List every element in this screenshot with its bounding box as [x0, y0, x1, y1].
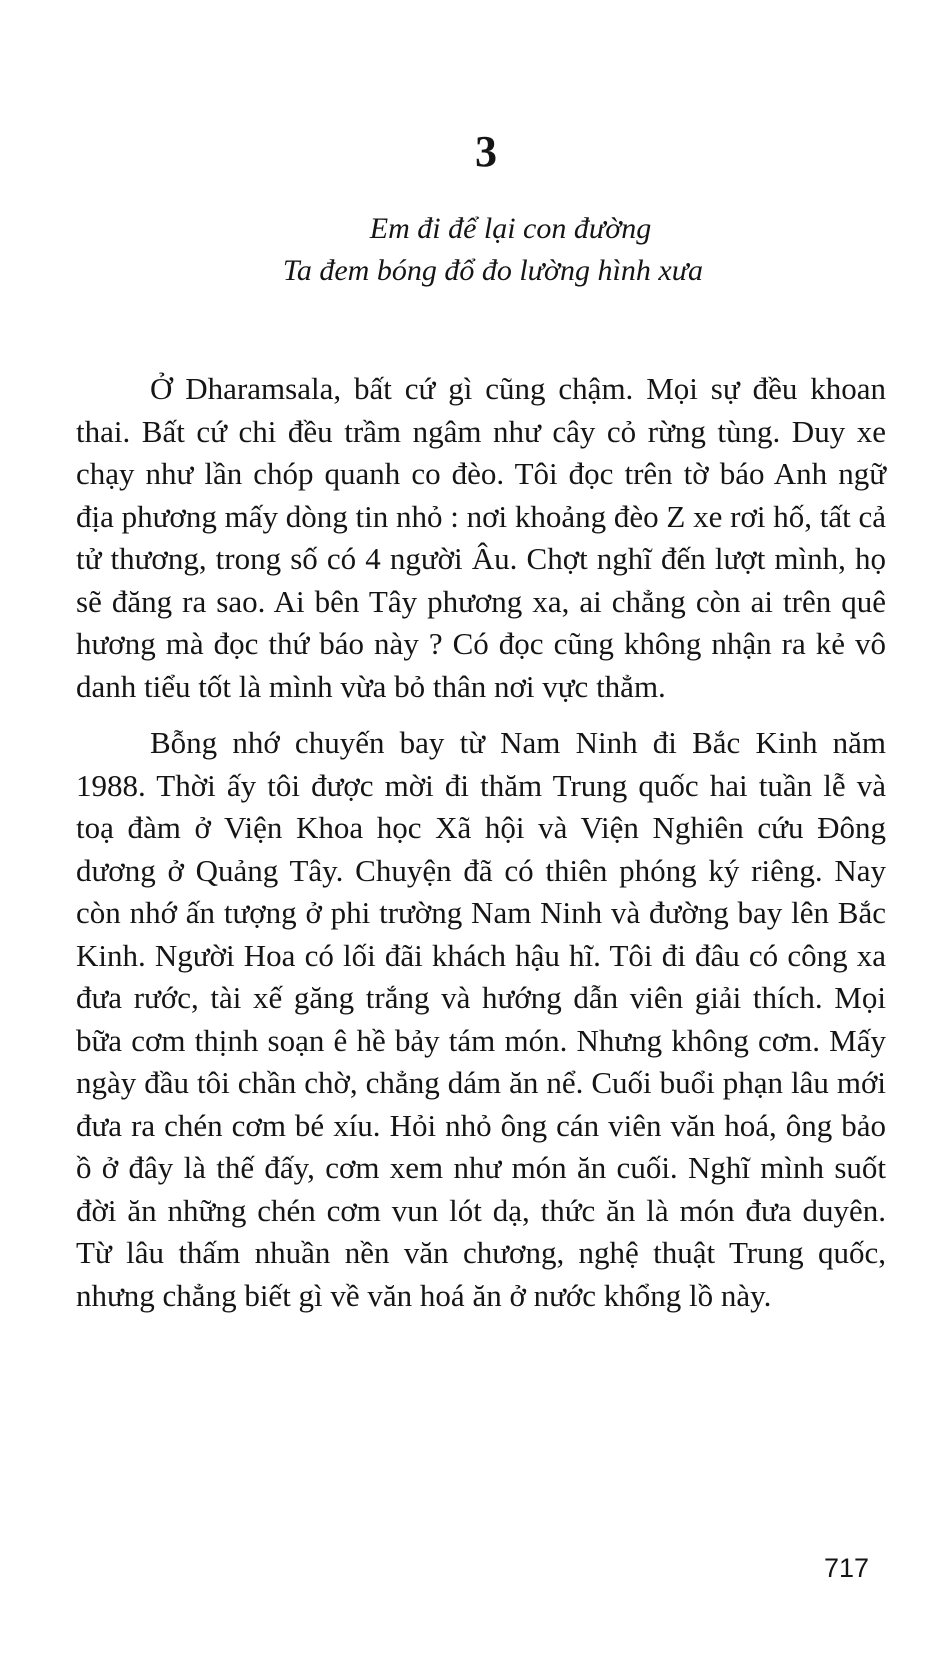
page-number: 717 [823, 1553, 869, 1583]
paragraph: Ở Dharamsala, bất cứ gì cũng chậm. Mọi sự đều khoan thai. Bất cứ chi đều trầm ngâm như cây cỏ rừng tùng. Duy xe chạy như lần chóp quanh co đèo. Tôi đọc trên tờ báo Anh ngữ địa phương mấy dòng tin nhỏ : nơi khoảng đèo Z xe rơi hố, tất cả tử thương, trong số có 4 người Âu. Chợt nghĩ đến lượt mình, họ sẽ đăng ra sao. Ai bên Tây phương xa, ai chẳng còn ai trên quê hương mà đọc thứ báo này ? Có đọc cũng không nhận ra kẻ vô danh tiểu tốt là mình vừa bỏ thân nơi vực thẳm. [76, 371, 886, 704]
paragraph: Bỗng nhớ chuyến bay từ Nam Ninh đi Bắc Kinh năm 1988. Thời ấy tôi được mời đi thăm Trung quốc hai tuần lễ và toạ đàm ở Viện Khoa học Xã hội và Viện Nghiên cứu Đông dương ở Quảng Tây. Chuyện đã có thiên phóng ký riêng. Nay còn nhớ ấn tượng ở phi trường Nam Ninh và đường bay lên Bắc Kinh. Người Hoa có lối đãi khách hậu hĩ. Tôi đi đâu có công xa đưa rước, tài xế găng trắng và hướng dẫn viên giải thích. Mọi bữa cơm thịnh soạn ê hề bảy tám món. Nhưng không cơm. Mấy ngày đầu tôi chần chờ, chẳng dám ăn nể. Cuối buổi phạn lâu mới đưa ra chén cơm bé xíu. Hỏi nhỏ ông cán viên văn hoá, ông bảo ồ ở đây là thế đấy, cơm xem như món ăn cuối. Nghĩ mình suốt đời ăn những chén cơm vun lót dạ, thức ăn là món đưa duyên. Từ lâu thấm nhuần nền văn chương, nghệ thuật Trung quốc, nhưng chẳng biết gì về văn hoá ăn ở nước khổng lồ này. [76, 725, 886, 1313]
chapter-number: 3 [475, 127, 497, 176]
epigraph-line: Ta đem bóng đổ đo lường hình xưa [282, 254, 704, 287]
chapter-body [76, 368, 886, 1317]
epigraph [0, 208, 951, 292]
epigraph-line: Em đi để lại con đường [369, 212, 652, 245]
